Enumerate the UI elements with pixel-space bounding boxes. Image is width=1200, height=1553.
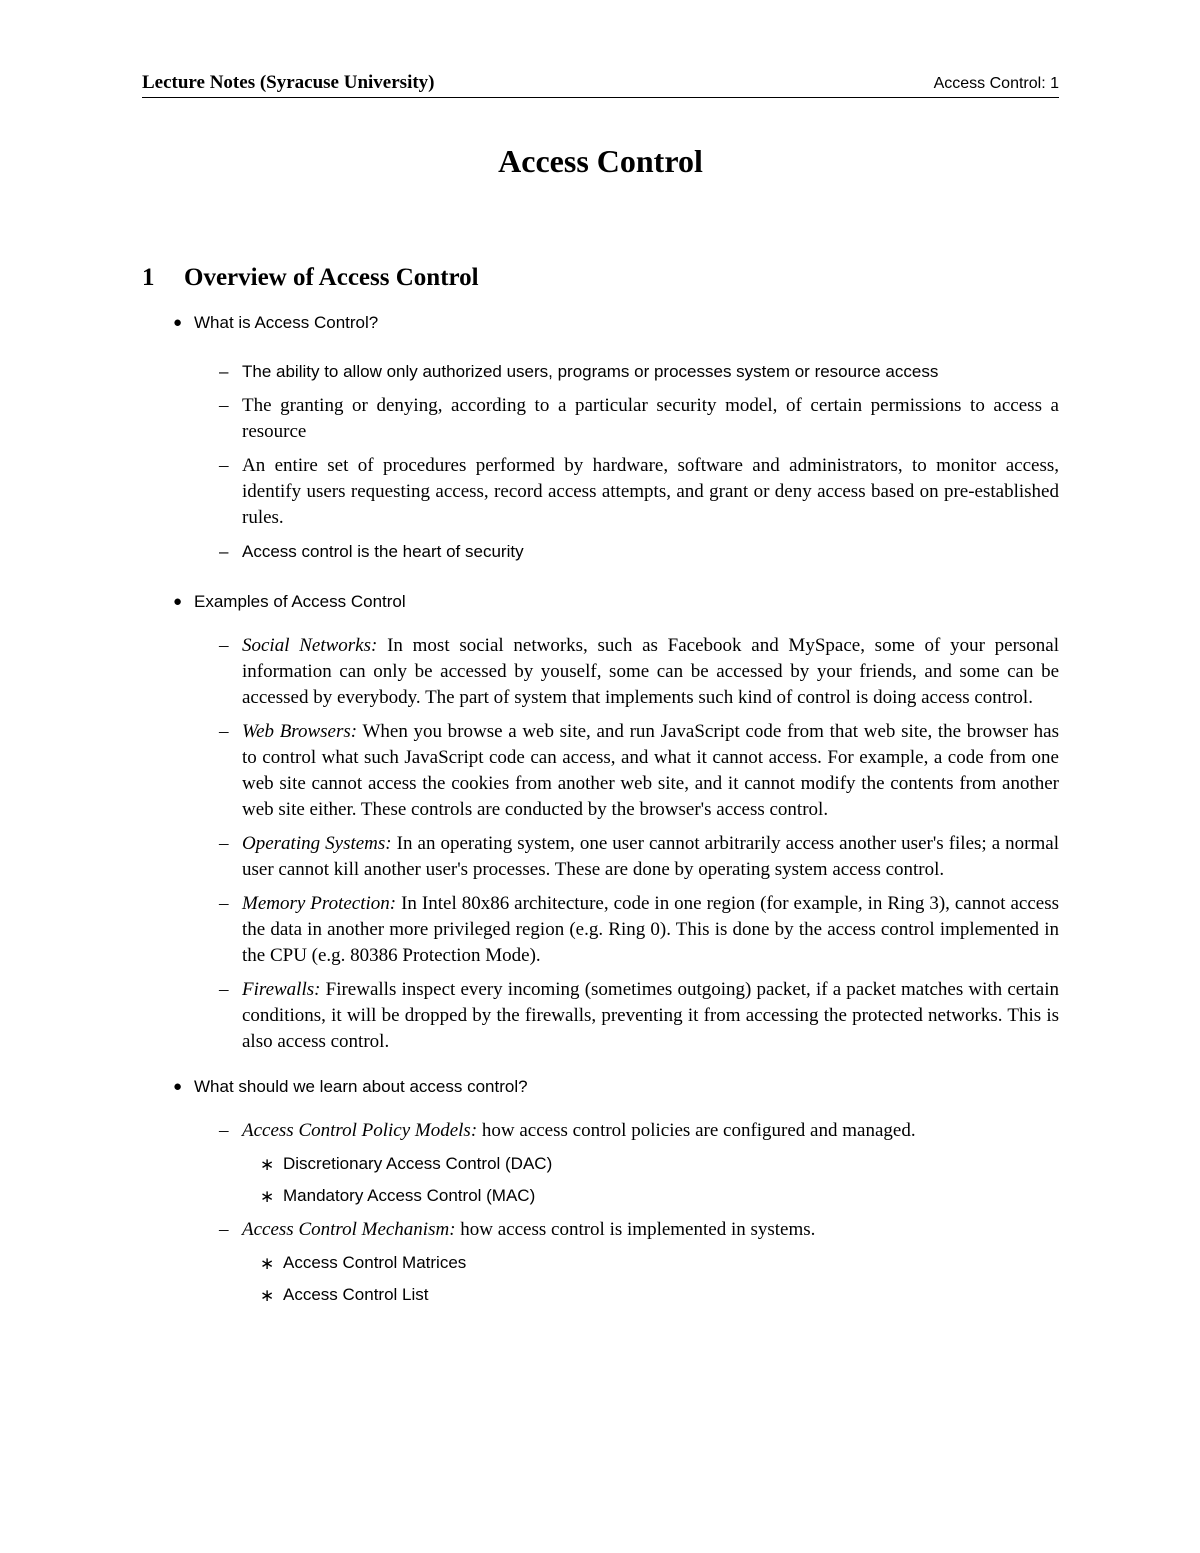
list-item: – Access control is the heart of security [142, 539, 1059, 565]
section-title: Overview of Access Control [184, 264, 479, 291]
sub-list-item: ∗ Mandatory Access Control (MAC) [142, 1183, 1059, 1209]
bullet-icon: ● [173, 315, 183, 331]
dash-icon: – [219, 635, 229, 656]
dash-icon: – [219, 893, 229, 914]
header-course: Lecture Notes (Syracuse University) [142, 72, 435, 93]
sub-list-item: ∗ Discretionary Access Control (DAC) [142, 1151, 1059, 1177]
list-item: – Access Control Mechanism: how access control is implemented in systems. [142, 1217, 1059, 1243]
dash-icon: – [219, 833, 229, 854]
document-page [142, 70, 1059, 1308]
list-item: – The ability to allow only authorized users, programs or processes system or resource access [142, 359, 1059, 385]
running-header [142, 70, 1059, 98]
dash-icon: – [219, 979, 229, 1000]
asterisk-icon: ∗ [260, 1254, 275, 1273]
section-heading [142, 263, 1059, 293]
bullet-icon: ● [173, 594, 183, 610]
dash-icon: – [219, 721, 229, 742]
list-item: – An entire set of procedures performed by hardware, software and administrators, to monitor access, identify users requesting access, record access attempts, and grant or deny access based on pre-established rules. [219, 455, 1059, 528]
list-item: – Firewalls: Firewalls inspect every incoming (sometimes outgoing) packet, if a packet matches with certain conditions, it will be dropped by the firewalls, preventing it from accessing the protected networks. This is also access control. [219, 979, 1060, 1052]
asterisk-icon: ∗ [260, 1286, 275, 1305]
list-item: – Social Networks: In most social networks, such as Facebook and MySpace, some of your personal information can only be accessed by youself, some can be accessed by your friends, and some can be accessed by everybody. The part of system that implements such kind of control is doing access control. [219, 635, 1060, 708]
dash-icon: – [219, 1219, 229, 1240]
bullet-icon: ● [173, 1079, 183, 1095]
dash-icon: – [219, 395, 229, 416]
list-item: – The granting or denying, according to a particular security model, of certain permissions to access a resource [219, 395, 1059, 442]
list-item: – Memory Protection: In Intel 80x86 architecture, code in one region (for example, in Ring 3), cannot access the data in another more privileged region (e.g. Ring 0). This is done by the access control implemented in the CPU (e.g. 80386 Protection Mode). [219, 893, 1060, 966]
sub-list-item: ∗ Access Control Matrices [142, 1250, 1059, 1276]
document-title: Access Control [498, 143, 703, 179]
bullet-item: ● Examples of Access Control [142, 589, 1059, 615]
asterisk-icon: ∗ [260, 1155, 275, 1174]
sub-list-item: ∗ Access Control List [142, 1282, 1059, 1308]
dash-icon: – [219, 455, 229, 476]
section-number: 1 [142, 264, 155, 291]
list-item: – Operating Systems: In an operating system, one user cannot arbitrarily access another user's files; a normal user cannot kill another user's processes. These are done by operating system access control. [219, 833, 1059, 880]
bullet-item: ● What should we learn about access control? [142, 1074, 1059, 1100]
dash-icon: – [219, 542, 229, 561]
dash-icon: – [219, 1120, 229, 1141]
dash-icon: – [219, 362, 229, 381]
asterisk-icon: ∗ [260, 1187, 275, 1206]
list-item: – Access Control Policy Models: how access control policies are configured and managed. [142, 1118, 1059, 1144]
bullet-item: ● What is Access Control? [142, 310, 1059, 336]
list-item: – Web Browsers: When you browse a web site, and run JavaScript code from that web site, the browser has to control what such JavaScript code can access, and what it cannot access. For example, a code from one web site cannot access the cookies from another web site, and it cannot modify the contents from another web site either. These controls are conducted by the browser's access control. [219, 721, 1059, 820]
header-page-label: Access Control: 1 [933, 75, 1059, 92]
